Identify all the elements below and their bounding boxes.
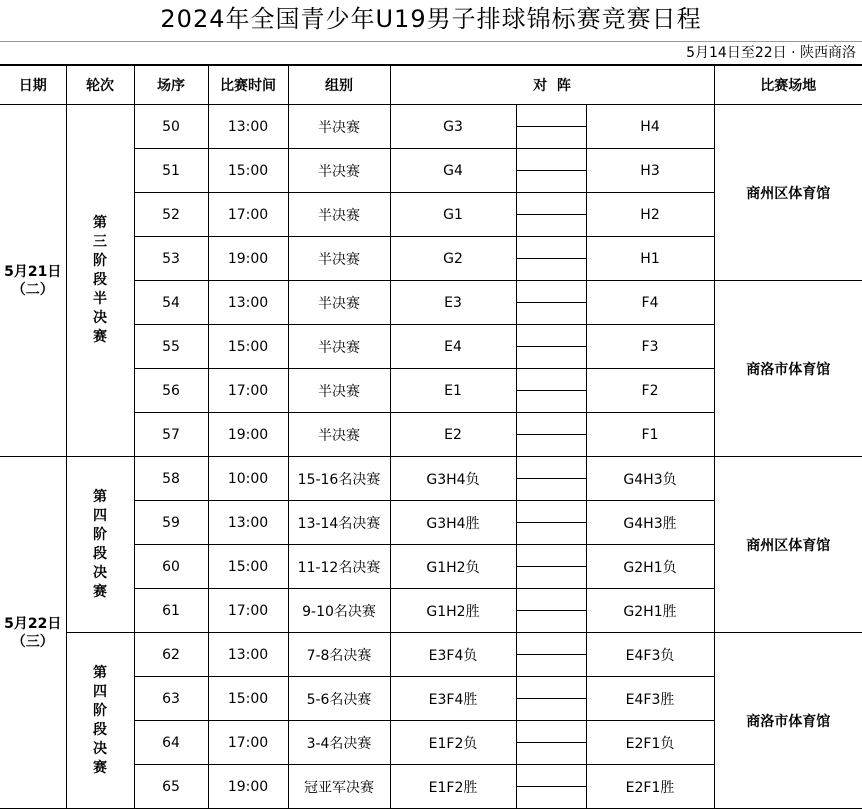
match-no-cell: 52 bbox=[134, 193, 208, 237]
team-b-cell: F3 bbox=[586, 325, 714, 369]
team-a-cell: E3F4胜 bbox=[390, 677, 516, 721]
header-venue: 比赛场地 bbox=[714, 66, 862, 105]
time-cell: 15:00 bbox=[208, 325, 288, 369]
match-no-cell: 59 bbox=[134, 501, 208, 545]
subtitle-bar bbox=[0, 41, 862, 65]
versus-line bbox=[517, 390, 587, 391]
time-cell: 13:00 bbox=[208, 633, 288, 677]
versus-line bbox=[517, 654, 587, 655]
header-group: 组别 bbox=[288, 66, 390, 105]
team-b-cell: H2 bbox=[586, 193, 714, 237]
match-no-cell: 62 bbox=[134, 633, 208, 677]
match-no-cell: 57 bbox=[134, 413, 208, 457]
team-b-cell: H4 bbox=[586, 105, 714, 149]
group-cell: 13-14名决赛 bbox=[288, 501, 390, 545]
page-title: 2024年全国青少年U19男子排球锦标赛竞赛日程 bbox=[160, 5, 702, 33]
group-cell: 9-10名决赛 bbox=[288, 589, 390, 633]
team-b-cell: H1 bbox=[586, 237, 714, 281]
team-b-cell: G2H1胜 bbox=[586, 589, 714, 633]
group-cell: 5-6名决赛 bbox=[288, 677, 390, 721]
versus-cell bbox=[516, 369, 586, 413]
round-label: 第四阶段决赛 bbox=[93, 488, 107, 600]
header-match-no: 场序 bbox=[134, 66, 208, 105]
time-cell: 17:00 bbox=[208, 721, 288, 765]
match-no-cell: 63 bbox=[134, 677, 208, 721]
time-cell: 15:00 bbox=[208, 545, 288, 589]
round-label: 第三阶段半决赛 bbox=[93, 215, 107, 345]
time-cell: 17:00 bbox=[208, 369, 288, 413]
date-day: 5月21日 bbox=[4, 263, 62, 280]
versus-cell bbox=[516, 105, 586, 149]
match-no-cell: 65 bbox=[134, 765, 208, 809]
date-cell bbox=[0, 105, 66, 457]
versus-cell bbox=[516, 765, 586, 809]
versus-cell bbox=[516, 721, 586, 765]
versus-cell bbox=[516, 545, 586, 589]
team-b-cell: E4F3胜 bbox=[586, 677, 714, 721]
group-cell: 半决赛 bbox=[288, 149, 390, 193]
team-b-cell: E2F1负 bbox=[586, 721, 714, 765]
versus-line bbox=[517, 522, 587, 523]
versus-cell bbox=[516, 413, 586, 457]
header-time: 比赛时间 bbox=[208, 66, 288, 105]
match-no-cell: 50 bbox=[134, 105, 208, 149]
team-a-cell: G1H2胜 bbox=[390, 589, 516, 633]
versus-line bbox=[517, 170, 587, 171]
header-round: 轮次 bbox=[66, 66, 134, 105]
venue-cell: 商洛市体育馆 bbox=[714, 281, 862, 457]
team-a-cell: G1H2负 bbox=[390, 545, 516, 589]
group-cell: 半决赛 bbox=[288, 325, 390, 369]
team-b-cell: E2F1胜 bbox=[586, 765, 714, 809]
time-cell: 13:00 bbox=[208, 281, 288, 325]
versus-cell bbox=[516, 501, 586, 545]
versus-cell bbox=[516, 325, 586, 369]
group-cell: 半决赛 bbox=[288, 193, 390, 237]
versus-line bbox=[517, 302, 587, 303]
team-a-cell: E4 bbox=[390, 325, 516, 369]
team-a-cell: E1 bbox=[390, 369, 516, 413]
match-no-cell: 53 bbox=[134, 237, 208, 281]
match-no-cell: 51 bbox=[134, 149, 208, 193]
team-a-cell: E1F2负 bbox=[390, 721, 516, 765]
team-a-cell: E1F2胜 bbox=[390, 765, 516, 809]
versus-cell bbox=[516, 457, 586, 501]
header-matchup: 对 阵 bbox=[390, 66, 714, 105]
versus-line bbox=[517, 434, 587, 435]
table-row bbox=[0, 105, 862, 149]
match-no-cell: 64 bbox=[134, 721, 208, 765]
time-cell: 15:00 bbox=[208, 677, 288, 721]
versus-line bbox=[517, 698, 587, 699]
time-cell: 15:00 bbox=[208, 149, 288, 193]
match-no-cell: 54 bbox=[134, 281, 208, 325]
versus-cell bbox=[516, 193, 586, 237]
event-dates-location: 5月14日至22日 · 陕西商洛 bbox=[686, 45, 856, 61]
match-no-cell: 56 bbox=[134, 369, 208, 413]
time-cell: 19:00 bbox=[208, 237, 288, 281]
versus-line bbox=[517, 742, 587, 743]
venue-cell: 商州区体育馆 bbox=[714, 105, 862, 281]
versus-line bbox=[517, 566, 587, 567]
versus-line bbox=[517, 214, 587, 215]
team-a-cell: E2 bbox=[390, 413, 516, 457]
round-cell bbox=[66, 457, 134, 633]
versus-line bbox=[517, 610, 587, 611]
versus-cell bbox=[516, 281, 586, 325]
date-weekday: （二） bbox=[11, 281, 54, 298]
round-cell bbox=[66, 105, 134, 457]
versus-cell bbox=[516, 237, 586, 281]
versus-line bbox=[517, 786, 587, 787]
team-b-cell: G2H1负 bbox=[586, 545, 714, 589]
date-day: 5月22日 bbox=[4, 615, 62, 632]
time-cell: 19:00 bbox=[208, 765, 288, 809]
group-cell: 半决赛 bbox=[288, 105, 390, 149]
time-cell: 13:00 bbox=[208, 501, 288, 545]
table-row bbox=[0, 457, 862, 501]
versus-line bbox=[517, 478, 587, 479]
date-weekday: （三） bbox=[11, 633, 54, 650]
team-b-cell: G4H3负 bbox=[586, 457, 714, 501]
header-date: 日期 bbox=[0, 66, 66, 105]
team-a-cell: G3 bbox=[390, 105, 516, 149]
versus-line bbox=[517, 346, 587, 347]
group-cell: 半决赛 bbox=[288, 281, 390, 325]
group-cell: 11-12名决赛 bbox=[288, 545, 390, 589]
group-cell: 冠亚军决赛 bbox=[288, 765, 390, 809]
group-cell: 半决赛 bbox=[288, 413, 390, 457]
group-cell: 3-4名决赛 bbox=[288, 721, 390, 765]
group-cell: 7-8名决赛 bbox=[288, 633, 390, 677]
team-b-cell: F1 bbox=[586, 413, 714, 457]
team-a-cell: G3H4负 bbox=[390, 457, 516, 501]
group-cell: 15-16名决赛 bbox=[288, 457, 390, 501]
time-cell: 19:00 bbox=[208, 413, 288, 457]
time-cell: 17:00 bbox=[208, 193, 288, 237]
time-cell: 17:00 bbox=[208, 589, 288, 633]
team-b-cell: F2 bbox=[586, 369, 714, 413]
team-a-cell: G2 bbox=[390, 237, 516, 281]
versus-line bbox=[517, 258, 587, 259]
table-header-row bbox=[0, 66, 862, 105]
group-cell: 半决赛 bbox=[288, 369, 390, 413]
round-cell bbox=[66, 633, 134, 809]
team-b-cell: H3 bbox=[586, 149, 714, 193]
match-no-cell: 60 bbox=[134, 545, 208, 589]
time-cell: 10:00 bbox=[208, 457, 288, 501]
venue-cell: 商州区体育馆 bbox=[714, 457, 862, 633]
versus-cell bbox=[516, 633, 586, 677]
team-a-cell: G4 bbox=[390, 149, 516, 193]
team-a-cell: G3H4胜 bbox=[390, 501, 516, 545]
match-no-cell: 58 bbox=[134, 457, 208, 501]
team-a-cell: E3 bbox=[390, 281, 516, 325]
versus-cell bbox=[516, 589, 586, 633]
schedule-table bbox=[0, 65, 862, 809]
team-b-cell: E4F3负 bbox=[586, 633, 714, 677]
versus-cell bbox=[516, 149, 586, 193]
match-no-cell: 61 bbox=[134, 589, 208, 633]
time-cell: 13:00 bbox=[208, 105, 288, 149]
team-b-cell: F4 bbox=[586, 281, 714, 325]
round-label: 第四阶段决赛 bbox=[93, 664, 107, 776]
versus-cell bbox=[516, 677, 586, 721]
match-no-cell: 55 bbox=[134, 325, 208, 369]
date-cell bbox=[0, 457, 66, 809]
team-a-cell: G1 bbox=[390, 193, 516, 237]
team-b-cell: G4H3胜 bbox=[586, 501, 714, 545]
group-cell: 半决赛 bbox=[288, 237, 390, 281]
versus-line bbox=[517, 126, 587, 127]
team-a-cell: E3F4负 bbox=[390, 633, 516, 677]
table-row bbox=[0, 633, 862, 677]
venue-cell: 商洛市体育馆 bbox=[714, 633, 862, 809]
table-body bbox=[0, 105, 862, 809]
